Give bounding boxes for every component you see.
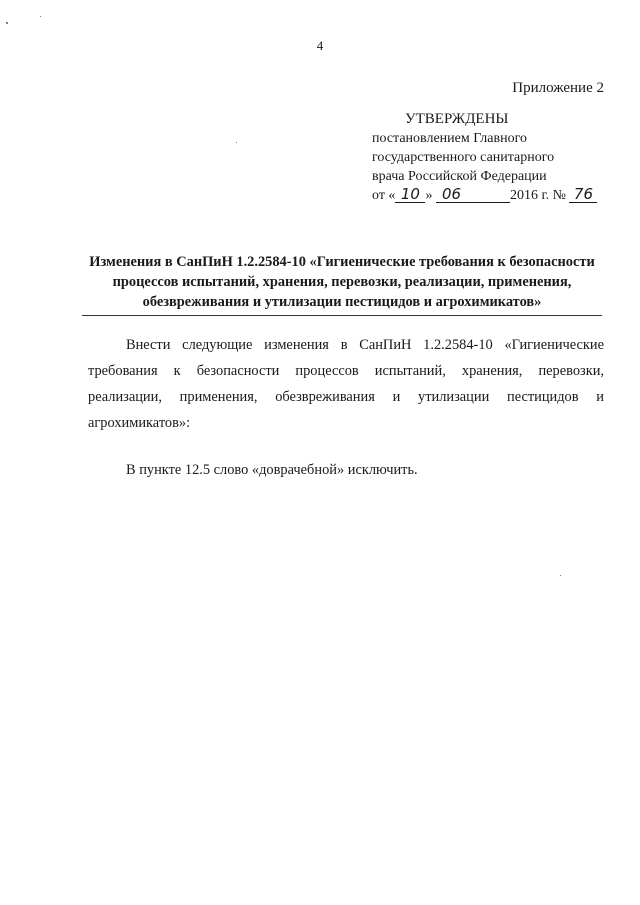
body-paragraph-2: В пункте 12.5 слово «доврачебной» исключить. [126, 462, 418, 478]
approval-title: УТВЕРЖДЕНЫ [405, 111, 509, 127]
appendix-label: Приложение 2 [512, 80, 604, 96]
date-prefix: от « [372, 188, 396, 203]
approval-block [372, 110, 612, 205]
body-paragraph-1: Внести следующие изменения в СанПиН 1.2.2584-10 «Гигиенические требования к безопасности процессов испытаний, хранения, перевозки, реализации, применения, обезвреживания и утилизации пестицидов и агрохимикатов»: [88, 337, 604, 431]
approval-date-line [372, 186, 612, 205]
document-heading: Изменения в СанПиН 1.2.2584-10 «Гигиенические требования к безопасности процессов испытаний, хранения, перевозки, реализации, применения, обезвреживания и утилизации пестицидов и агрохимикатов» [89, 254, 595, 310]
date-year: 2016 г. № [509, 188, 566, 203]
handwritten-day: 10 [395, 186, 425, 203]
date-mid: » [425, 188, 433, 203]
heading-rule [82, 315, 602, 316]
scan-speck [560, 575, 561, 576]
page-number: 4 [316, 38, 324, 53]
approval-line-1: постановлением Главного [372, 131, 527, 146]
approval-line-2: государственного санитарного [372, 150, 555, 165]
scan-speck [6, 22, 8, 24]
handwritten-number: 76 [569, 186, 597, 203]
approval-line-3: врача Российской Федерации [372, 169, 547, 184]
handwritten-month: 06 [436, 186, 510, 203]
scan-speck [236, 142, 237, 143]
scan-speck [40, 16, 41, 17]
